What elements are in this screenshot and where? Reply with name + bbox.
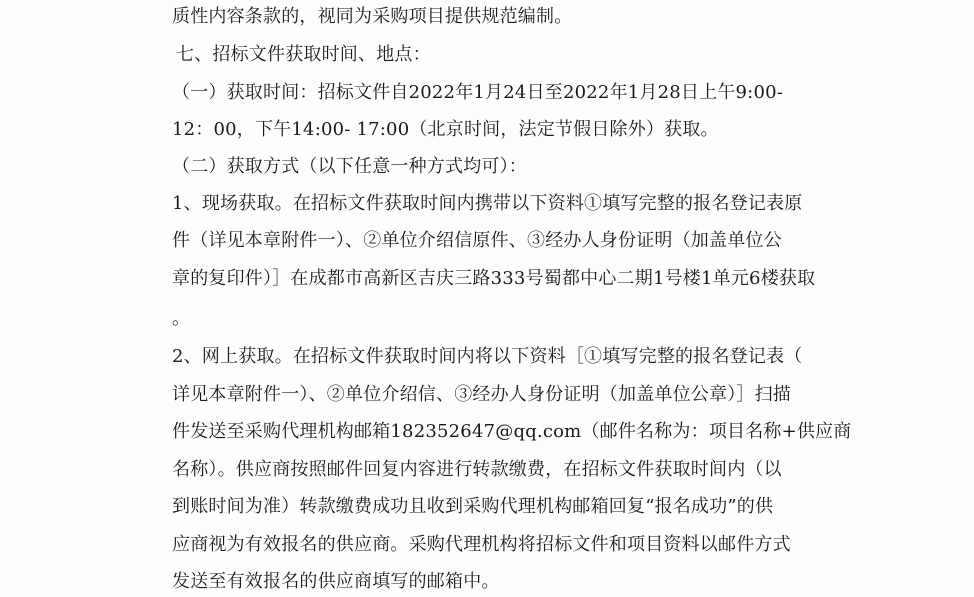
text-line-7: 件（详见本章附件一）、②单位介绍信原件、③经办人身份证明（加盖单位公 [172, 230, 782, 251]
text-line-11: 详见本章附件一）、②单位介绍信、③经办人身份证明（加盖单位公章）］扫描 [172, 384, 791, 405]
text-line-5: （二）获取方式（以下任意一种方式均可）： [172, 156, 527, 177]
text-line-14: 到账时间为准）转款缴费成功且收到采购代理机构邮箱回复“报名成功”的供 [172, 496, 774, 517]
text-line-12: 件发送至采购代理机构邮箱182352647@qq.com（邮件名称为：项目名称+供应商 [172, 421, 852, 442]
text-line-9: 。 [172, 308, 191, 329]
text-line-6: 1、现场获取。在招标文件获取时间内携带以下资料①填写完整的报名登记表原 [172, 193, 803, 214]
text-line-3: （一）获取时间：招标文件自2022年1月24日至2022年1月28日上午9:00- [172, 82, 784, 103]
text-line-1: 质性内容条款的，视同为采购项目提供规范编制。 [172, 6, 573, 27]
text-line-15: 应商视为有效报名的供应商。采购代理机构将招标文件和项目资料以邮件方式 [172, 534, 791, 555]
section-heading: 七、招标文件获取时间、地点： [176, 44, 431, 65]
text-line-4: 12：00，下午14:00- 17:00（北京时间，法定节假日除外）获取。 [172, 119, 719, 140]
text-line-16: 发送至有效报名的供应商填写的邮箱中。 [172, 571, 500, 592]
text-line-10: 2、网上获取。在招标文件获取时间内将以下资料［①填写完整的报名登记表（ [172, 346, 803, 367]
text-line-13: 名称）。供应商按照邮件回复内容进行转款缴费，在招标文件获取时间内（以 [172, 459, 782, 480]
text-line-8: 章的复印件）］在成都市高新区吉庆三路333号蜀都中心二期1号楼1单元6楼获取 [172, 268, 816, 289]
